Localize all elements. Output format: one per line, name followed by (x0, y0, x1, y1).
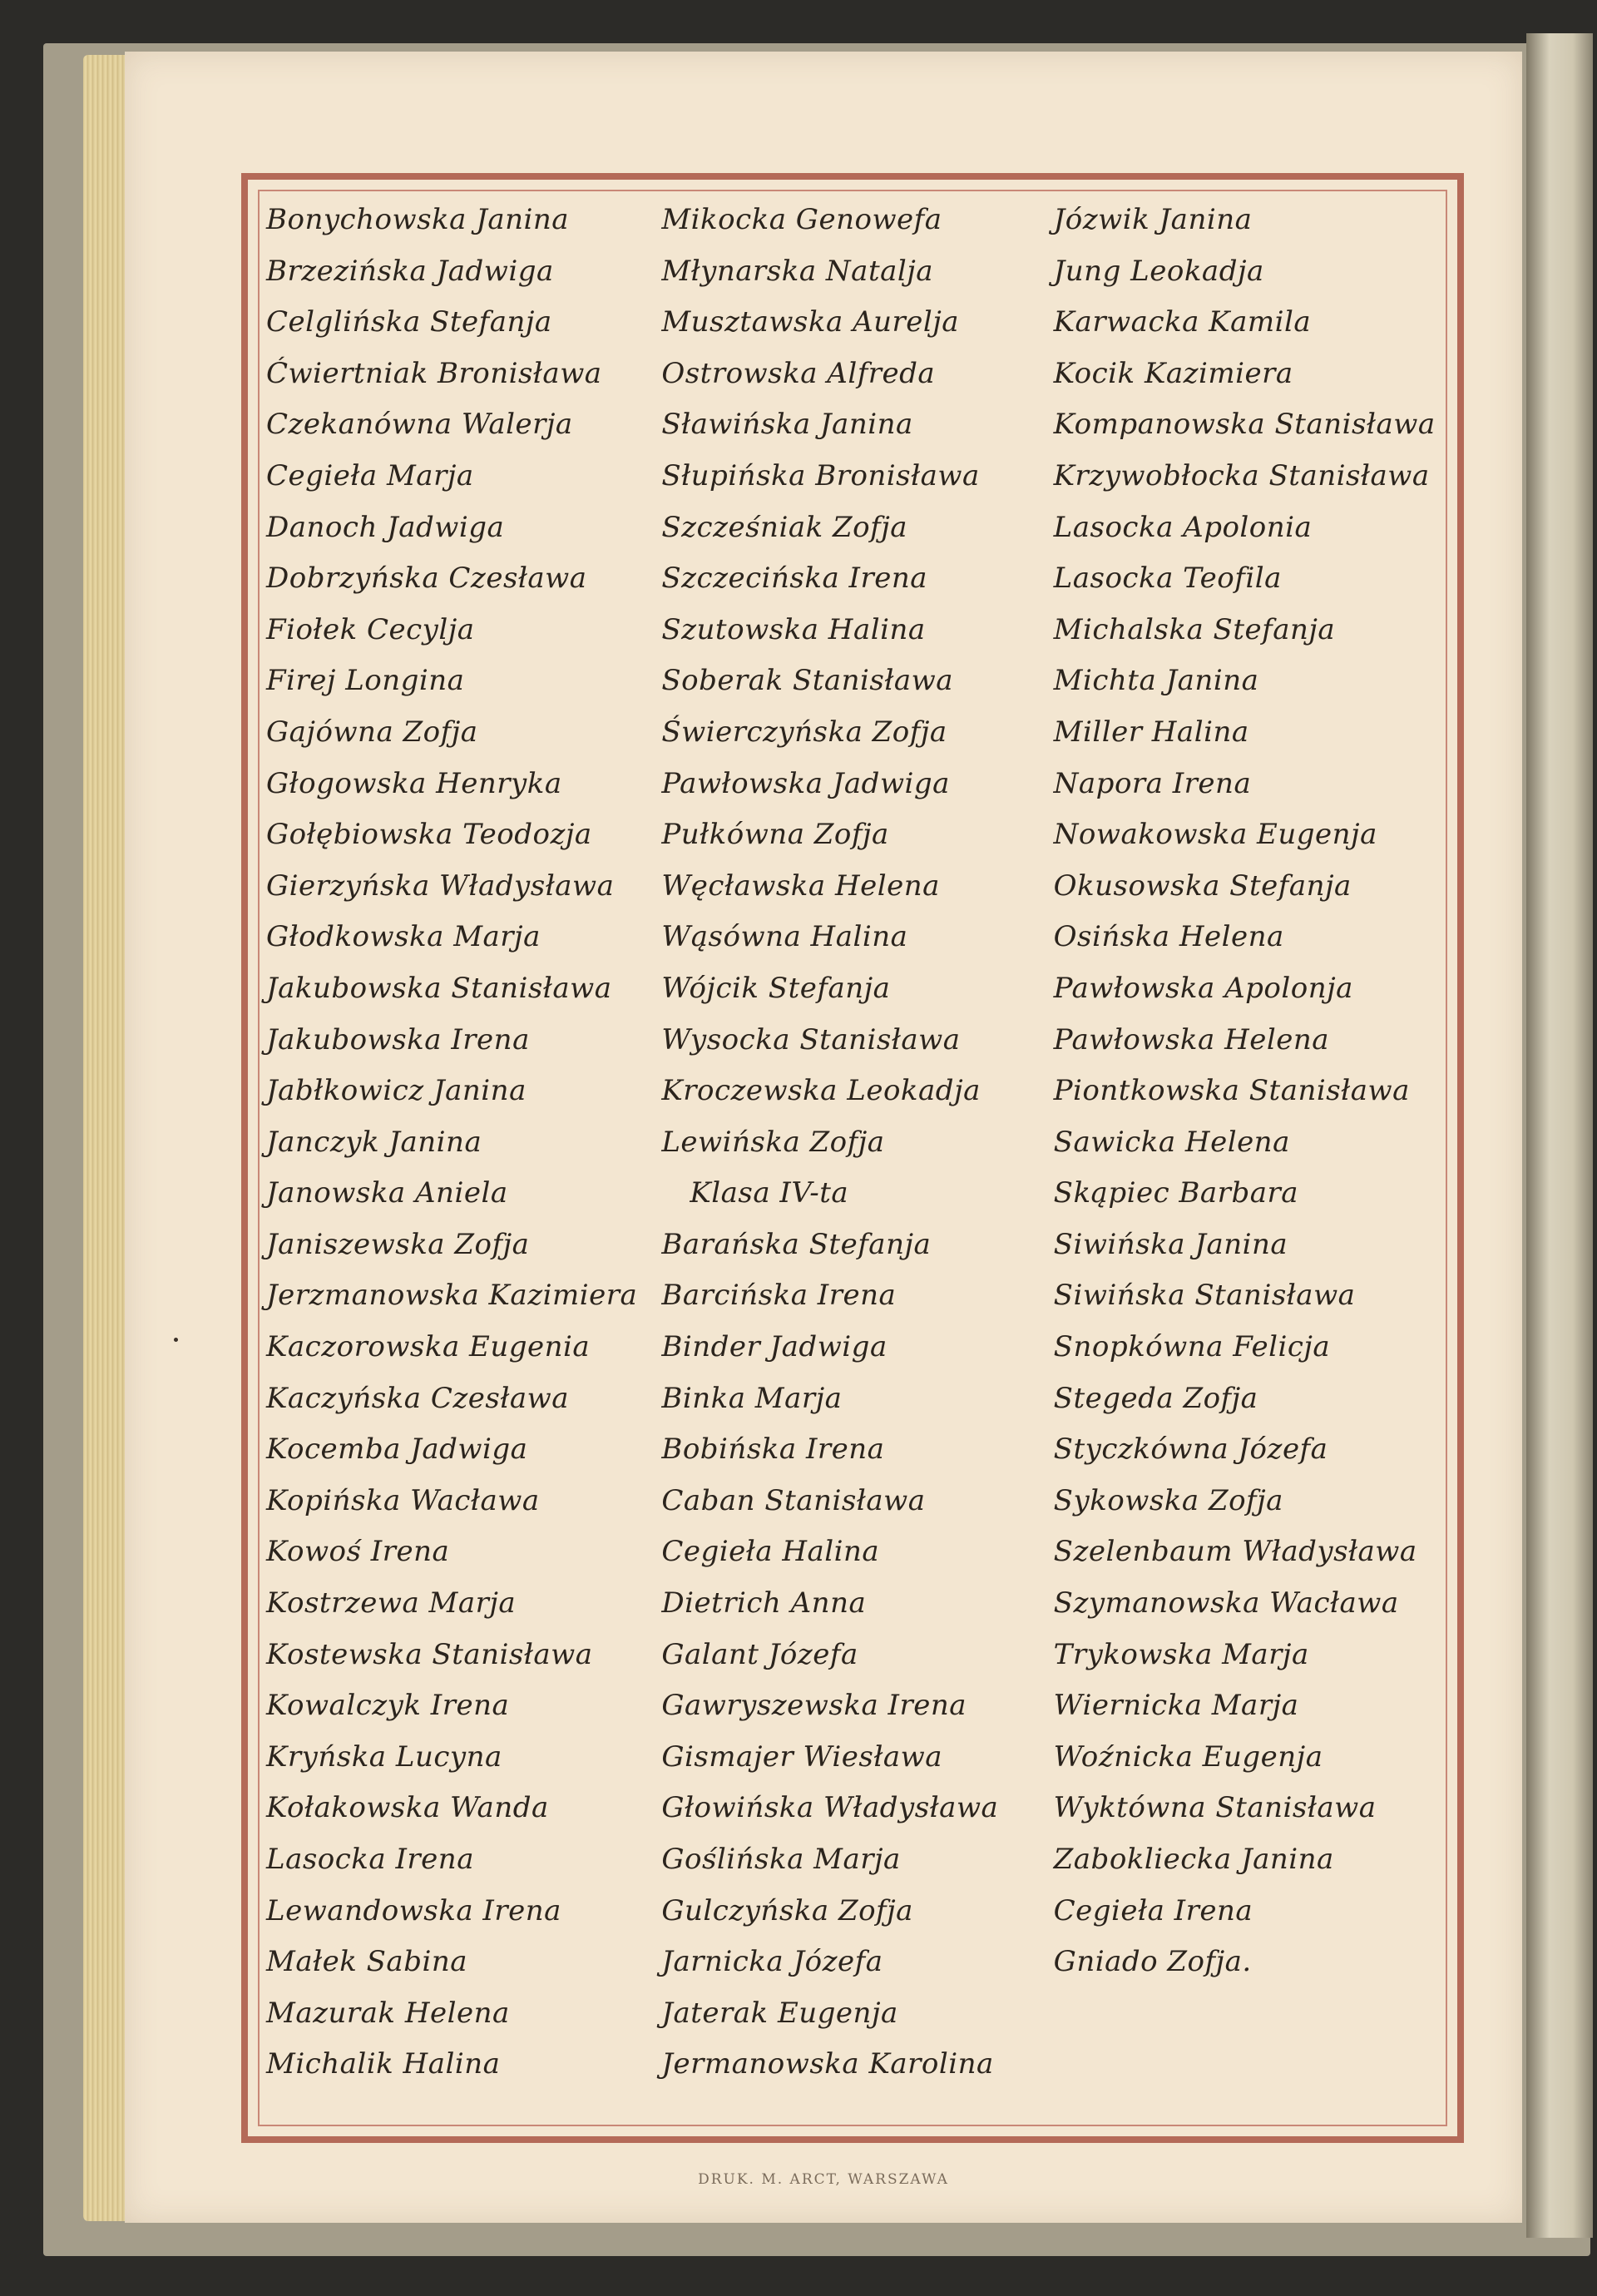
name-entry: Sawicka Helena (1053, 1125, 1290, 1159)
name-entry: Gismajer Wiesława (661, 1739, 943, 1774)
name-entry: Cegieła Irena (1053, 1893, 1253, 1927)
name-entry: Galant Józefa (661, 1637, 858, 1671)
class-heading: Klasa IV-ta (690, 1176, 849, 1210)
name-entry: Michta Janina (1053, 664, 1259, 698)
name-entry: Lasocka Irena (266, 1843, 474, 1876)
name-entry: Miller Halina (1053, 715, 1249, 749)
facing-page-edge (1526, 33, 1593, 2238)
name-entry: Głowińska Władysława (661, 1791, 999, 1825)
name-entry: Pawłowska Helena (1053, 1022, 1330, 1056)
name-entry: Gajówna Zofja (266, 715, 478, 749)
name-entry: Styczkówna Józefa (1053, 1433, 1328, 1467)
name-entry: Siwińska Stanisława (1053, 1279, 1356, 1313)
name-entry: Woźnicka Eugenja (1053, 1739, 1323, 1774)
student-name-list (266, 195, 1439, 2091)
name-entry: Mazurak Helena (266, 1996, 510, 2030)
name-entry: Mikocka Genowefa (661, 203, 942, 236)
name-entry: Lasocka Apolonia (1053, 510, 1313, 544)
name-entry: Kostewska Stanisława (266, 1637, 593, 1671)
name-column-3 (1047, 195, 1439, 2091)
name-entry: Osińska Helena (1053, 920, 1284, 954)
name-entry: Goślińska Marja (661, 1843, 901, 1876)
name-entry: Janowska Aniela (266, 1176, 508, 1210)
name-entry: Szutowska Halina (661, 612, 926, 646)
name-entry: Sławińska Janina (661, 408, 913, 442)
name-entry: Jung Leokadja (1053, 254, 1264, 288)
name-entry: Jabłkowicz Janina (266, 1074, 527, 1108)
name-entry: Wiernicka Marja (1053, 1689, 1299, 1723)
name-entry: Barańska Stefanja (661, 1227, 932, 1261)
name-entry: Bobińska Irena (661, 1433, 885, 1467)
name-entry: Kryńska Lucyna (266, 1739, 502, 1774)
name-entry: Jermanowska Karolina (661, 2047, 994, 2081)
name-entry: Głodkowska Marja (266, 920, 541, 954)
name-entry: Michalik Halina (266, 2047, 501, 2081)
name-entry: Kocik Kazimiera (1053, 356, 1293, 390)
name-entry: Szelenbaum Władysława (1053, 1535, 1417, 1569)
name-entry: Węcławska Helena (661, 868, 940, 903)
name-column-2 (651, 195, 1046, 2091)
name-entry: Jerzmanowska Kazimiera (266, 1279, 638, 1313)
name-entry: Kołakowska Wanda (266, 1791, 549, 1825)
name-entry: Gniado Zofja. (1053, 1945, 1252, 1979)
name-entry: Napora Irena (1053, 766, 1252, 800)
name-entry: Zabokliecka Janina (1053, 1843, 1334, 1876)
name-column-1 (266, 195, 651, 2091)
printer-imprint: DRUK. M. ARCT, WARSZAWA (698, 2171, 949, 2188)
name-entry: Gulczyńska Zofja (661, 1893, 913, 1927)
name-entry: Caban Stanisława (661, 1483, 926, 1517)
name-entry: Kostrzewa Marja (266, 1586, 517, 1621)
name-entry: Jakubowska Stanisława (266, 971, 612, 1005)
name-entry: Firej Longina (266, 664, 465, 698)
name-entry: Czekanówna Walerja (266, 408, 573, 442)
name-entry: Karwacka Kamila (1053, 305, 1312, 339)
name-entry: Szczecińska Irena (661, 562, 928, 596)
name-entry: Musztawska Aurelja (661, 305, 960, 339)
name-entry: Stegeda Zofja (1053, 1381, 1258, 1415)
name-entry: Sykowska Zofja (1053, 1483, 1283, 1517)
name-entry: Wójcik Stefanja (661, 971, 891, 1005)
name-entry: Trykowska Marja (1053, 1637, 1309, 1671)
name-entry: Snopkówna Felicja (1053, 1330, 1331, 1364)
name-entry: Brzezińska Jadwiga (266, 254, 554, 288)
name-entry: Wąsówna Halina (661, 920, 908, 954)
name-entry: Gierzyńska Władysława (266, 868, 615, 903)
name-entry: Świerczyńska Zofja (661, 715, 947, 749)
name-entry: Wysocka Stanisława (661, 1022, 961, 1056)
name-entry: Jarnicka Józefa (661, 1945, 883, 1979)
name-entry: Szcześniak Zofja (661, 510, 907, 544)
name-entry: Lasocka Teofila (1053, 562, 1282, 596)
name-entry: Dietrich Anna (661, 1586, 867, 1621)
name-entry: Binka Marja (661, 1381, 843, 1415)
name-entry: Janiszewska Zofja (266, 1227, 530, 1261)
name-entry: Celglińska Stefanja (266, 305, 552, 339)
name-entry: Głogowska Henryka (266, 766, 562, 800)
name-entry: Jaterak Eugenja (661, 1996, 898, 2030)
name-entry: Janczyk Janina (266, 1125, 482, 1159)
name-entry: Szymanowska Wacława (1053, 1586, 1399, 1621)
name-entry: Cegieła Marja (266, 458, 474, 492)
name-entry: Kopińska Wacława (266, 1483, 540, 1517)
name-entry: Nowakowska Eugenja (1053, 818, 1377, 852)
name-entry: Kocemba Jadwiga (266, 1433, 528, 1467)
name-entry: Barcińska Irena (661, 1279, 897, 1313)
name-entry: Dobrzyńska Czesława (266, 562, 587, 596)
name-entry: Kaczyńska Czesława (266, 1381, 570, 1415)
name-entry: Jakubowska Irena (266, 1022, 530, 1056)
name-entry: Soberak Stanisława (661, 664, 954, 698)
name-entry: Ostrowska Alfreda (661, 356, 936, 390)
name-entry: Bonychowska Janina (266, 203, 570, 236)
name-entry: Pawłowska Apolonja (1053, 971, 1353, 1005)
name-entry: Skąpiec Barbara (1053, 1176, 1298, 1210)
name-entry: Siwińska Janina (1053, 1227, 1288, 1261)
name-entry: Wyktówna Stanisława (1053, 1791, 1377, 1825)
name-entry: Gołębiowska Teodozja (266, 818, 592, 852)
name-entry: Ćwiertniak Bronisława (266, 356, 602, 390)
name-entry: Kowoś Irena (266, 1535, 450, 1569)
name-entry: Kompanowska Stanisława (1053, 408, 1436, 442)
name-entry: Okusowska Stefanja (1053, 868, 1352, 903)
name-entry: Lewińska Zofja (661, 1125, 885, 1159)
name-entry: Kaczorowska Eugenia (266, 1330, 591, 1364)
name-entry: Młynarska Natalja (661, 254, 934, 288)
name-entry: Pawłowska Jadwiga (661, 766, 950, 800)
name-entry: Małek Sabina (266, 1945, 468, 1979)
name-entry: Pułkówna Zofja (661, 818, 889, 852)
name-entry: Krzywobłocka Stanisława (1053, 458, 1430, 492)
name-entry: Danoch Jadwiga (266, 510, 505, 544)
name-entry: Michalska Stefanja (1053, 612, 1336, 646)
name-entry: Kroczewska Leokadja (661, 1074, 981, 1108)
name-entry: Cegieła Halina (661, 1535, 880, 1569)
document-page (125, 52, 1522, 2223)
decorative-border (241, 173, 1464, 2143)
name-entry: Słupińska Bronisława (661, 458, 980, 492)
name-entry: Fiołek Cecylja (266, 612, 475, 646)
name-entry: Lewandowska Irena (266, 1893, 561, 1927)
name-entry: Binder Jadwiga (661, 1330, 887, 1364)
name-entry: Piontkowska Stanisława (1053, 1074, 1410, 1108)
name-entry: Józwik Janina (1053, 203, 1253, 236)
name-entry: Kowalczyk Irena (266, 1689, 510, 1723)
ink-mark (174, 1338, 178, 1342)
name-entry: Gawryszewska Irena (661, 1689, 967, 1723)
